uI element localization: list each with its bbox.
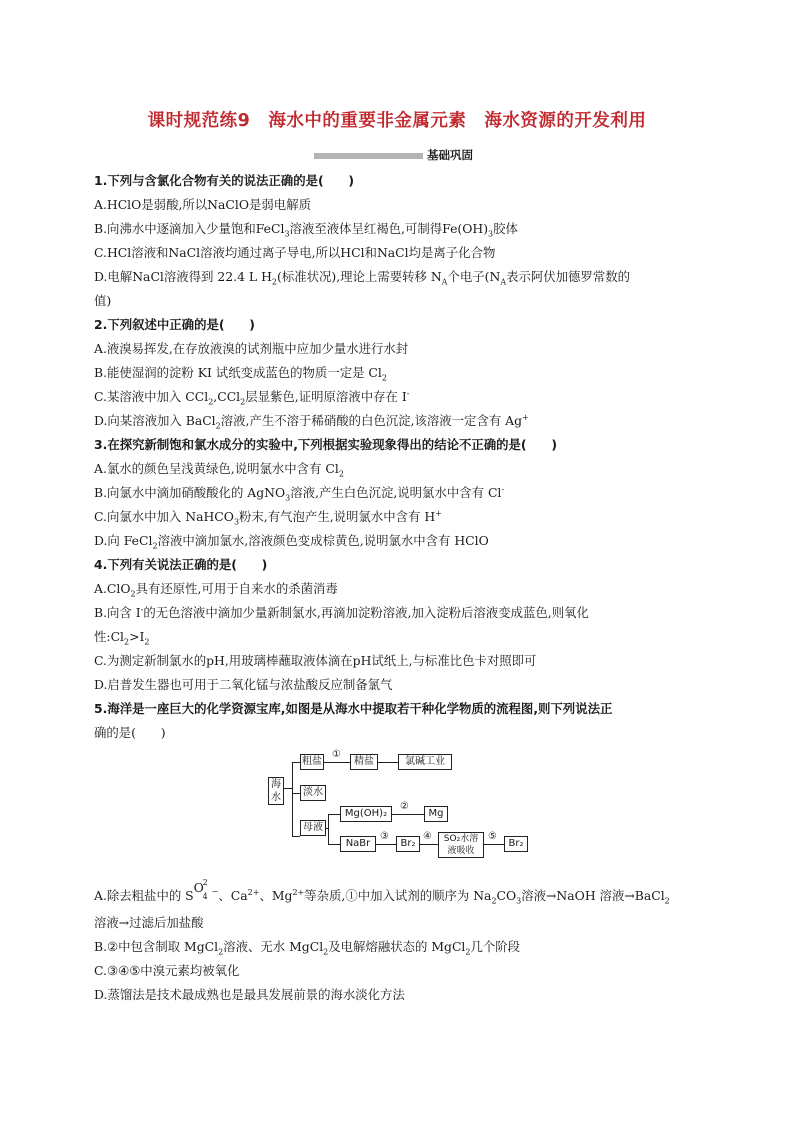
question-2-option-b: B.能使湿润的淀粉 KI 试纸变成蓝色的物质一定是 $Cl_2$ [94,365,387,383]
question-5-stem-cont: 确的是( ) [94,725,166,740]
connector [292,762,293,836]
page-title: 课时规范练9 海水中的重要非金属元素 海水资源的开发利用 [147,111,647,131]
question-4-stem: 4.下列有关说法正确的是( ) [94,557,268,572]
connector [292,836,300,837]
question-4-option-d: D.启普发生器也可用于二氧化锰与浓盐酸反应制备氯气 [94,677,393,692]
question-4-option-a: A.ClO$_2$具有还原性,可用于自来水的杀菌消毒 [94,581,338,599]
question-1-option-a: A.HClO是弱酸,所以NaClO是弱电解质 [94,197,311,212]
box-mgoh2: Mg(OH)₂ [340,806,392,822]
arrow-1 [324,762,350,763]
arrow-3 [376,844,396,845]
box-fresh-water: 淡水 [300,785,326,801]
seawater-flow-diagram [264,748,534,860]
question-2-option-a: A.液溴易挥发,在存放液溴的试剂瓶中应加少量水进行水封 [94,341,409,356]
question-2-option-c: C.某溶液中加入 CCl$_2$,CCl$_2$层显紫色,证明原溶液中存在 I- [94,388,410,407]
question-5-option-a: A.除去粗盐中的 S O 2 4 −、$Ca^{2+}$、$Mg^{2+}$等杂质,①中加入试剂的顺序为 $Na_2CO_3$溶液→NaOH 溶液→BaCl$_2$ [94,878,670,906]
arrow-2 [392,814,424,815]
box-mg: Mg [424,806,448,822]
question-5-option-c: C.③④⑤中溴元素均被氧化 [94,963,240,978]
step-1-label: ① [332,749,341,760]
box-seawater: 海水 [268,777,284,805]
step-3-label: ③ [380,831,389,842]
arrow-5 [484,844,504,845]
box-mother-liquor: 母液 [300,820,326,836]
question-1-stem: 1.下列与含氯化合物有关的说法正确的是( ) [94,173,355,188]
question-5-option-d: D.蒸馏法是技术最成熟也是最具发展前景的海水淡化方法 [94,987,405,1002]
question-3-option-c: C.向氯水中加入 NaHCO$_3$粉末,有气泡产生,说明氯水中含有 H+ [94,508,442,527]
box-so2-absorb: SO₂水溶 液吸收 [438,832,484,858]
connector [292,793,300,794]
box-br2-a: Br₂ [396,836,420,852]
question-3-stem: 3.在探究新制饱和氯水成分的实验中,下列根据实验现象得出的结论不正确的是( ) [94,437,558,452]
arrow-4 [420,844,438,845]
section-title: 基础巩固 [427,148,473,162]
connector [328,844,340,845]
question-3-option-a: A.氯水的颜色呈浅黄绿色,说明氯水中含有 $Cl_2$ [94,461,344,479]
question-2-stem: 2.下列叙述中正确的是( ) [94,317,255,332]
question-1-option-b: B.向沸水中逐滴加入少量饱和FeCl$_3$溶液至液体呈红褐色,可制得$Fe(OH)_3$胶体 [94,221,518,239]
box-refined-salt: 精盐 [350,754,378,770]
box-nabr: NaBr [340,836,376,852]
section-bar [314,153,423,159]
step-5-label: ⑤ [488,831,497,842]
box-chlor-alkali: 氯碱工业 [398,754,452,770]
question-4-option-b-cont: 性$:Cl_2>I_2$ [94,629,150,647]
connector [328,814,329,844]
step-2-label: ② [400,801,409,812]
question-1-option-d: D.电解NaCl溶液得到 22.4 L $H_2$(标准状况),理论上需要转移 $N_A$个电子($N_A$表示阿伏加德罗常数的 [94,269,630,287]
question-5-stem: 5.海洋是一座巨大的化学资源宝库,如图是从海水中提取若干种化学物质的流程图,则下列说法正 [94,701,613,716]
connector [292,762,300,763]
question-3-option-d: D.向 FeCl$_2$溶液中滴加氯水,溶液颜色变成棕黄色,说明氯水中含有 HClO [94,533,489,551]
arrow [378,762,398,763]
question-2-option-d: D.向某溶液加入 BaCl$_2$溶液,产生不溶于稀硝酸的白色沉淀,该溶液一定含有 Ag+ [94,412,529,431]
question-5-option-a-cont: 溶液→过滤后加盐酸 [94,915,204,930]
question-1-option-d-cont: 值) [94,293,112,308]
question-4-option-b: B.向含 I-的无色溶液中滴加少量新制氯水,再滴加淀粉溶液,加入淀粉后溶液变成蓝色,则氧化 [94,604,589,620]
section-header [314,149,480,163]
box-br2-b: Br₂ [504,836,528,852]
box-crude-salt: 粗盐 [300,754,324,770]
question-5-option-b: B.②中包含制取 MgCl$_2$溶液、无水 MgCl$_2$及电解熔融状态的 MgCl$_2$几个阶段 [94,939,521,957]
step-4-label: ④ [423,831,432,842]
question-3-option-b: B.向氯水中滴加硝酸酸化的 AgNO$_3$溶液,产生白色沉淀,说明氯水中含有 Cl- [94,484,505,503]
question-4-option-c: C.为测定新制氯水的pH,用玻璃棒蘸取液体滴在pH试纸上,与标准比色卡对照即可 [94,653,537,668]
connector [328,814,340,815]
question-1-option-c: C.HCl溶液和NaCl溶液均通过离子导电,所以HCl和NaCl均是离子化合物 [94,245,496,260]
